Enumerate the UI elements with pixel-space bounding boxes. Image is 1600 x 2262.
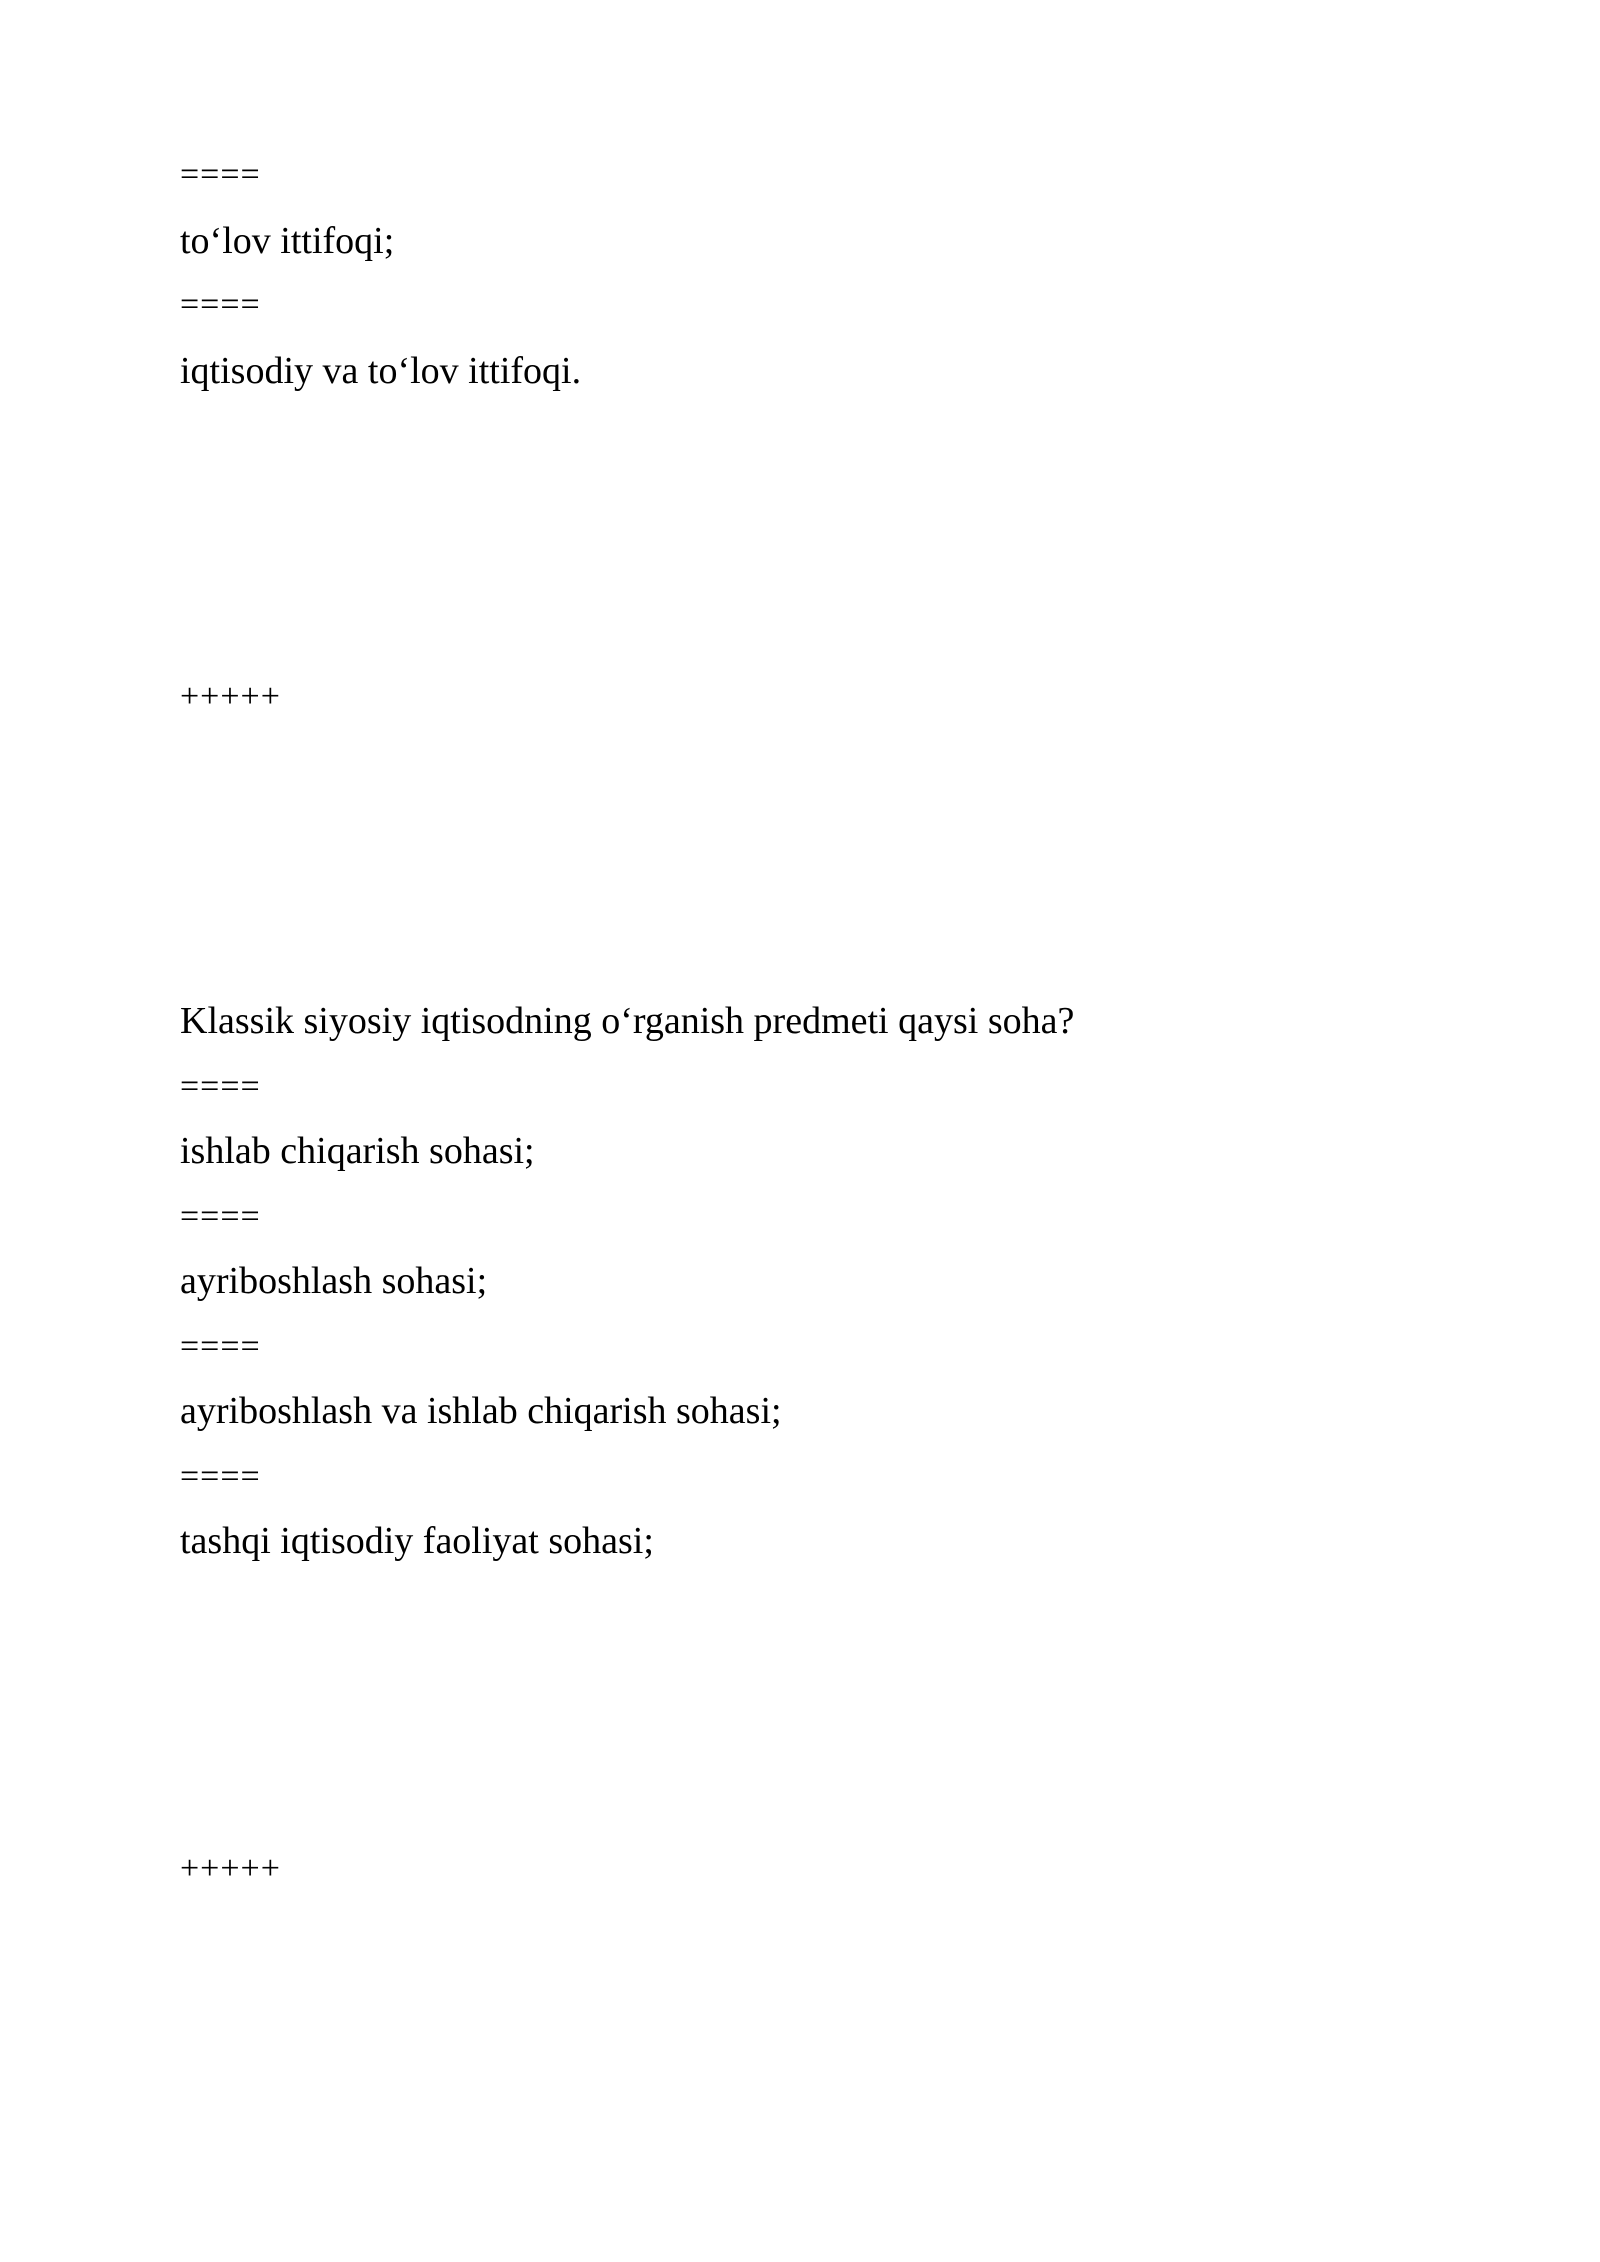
answer-option: iqtisodiy va to‘lov ittifoqi. [180, 350, 582, 392]
answer-separator: ==== [180, 1068, 261, 1105]
question-end-marker: +++++ [180, 678, 281, 715]
answer-option: ishlab chiqarish sohasi; [180, 1130, 535, 1172]
answer-separator: ==== [180, 1458, 261, 1495]
answer-separator: ==== [180, 1328, 261, 1365]
answer-option: to‘lov ittifoqi; [180, 220, 395, 262]
question-end-marker: +++++ [180, 1850, 281, 1887]
answer-separator: ==== [180, 156, 261, 193]
answer-option: ayriboshlash sohasi; [180, 1260, 488, 1302]
answer-separator: ==== [180, 1198, 261, 1235]
answer-option: ayriboshlash va ishlab chiqarish sohasi; [180, 1390, 782, 1432]
answer-option: tashqi iqtisodiy faoliyat sohasi; [180, 1520, 654, 1562]
question-text: Klassik siyosiy iqtisodning o‘rganish predmeti qaysi soha? [180, 1000, 1075, 1042]
answer-separator: ==== [180, 286, 261, 323]
